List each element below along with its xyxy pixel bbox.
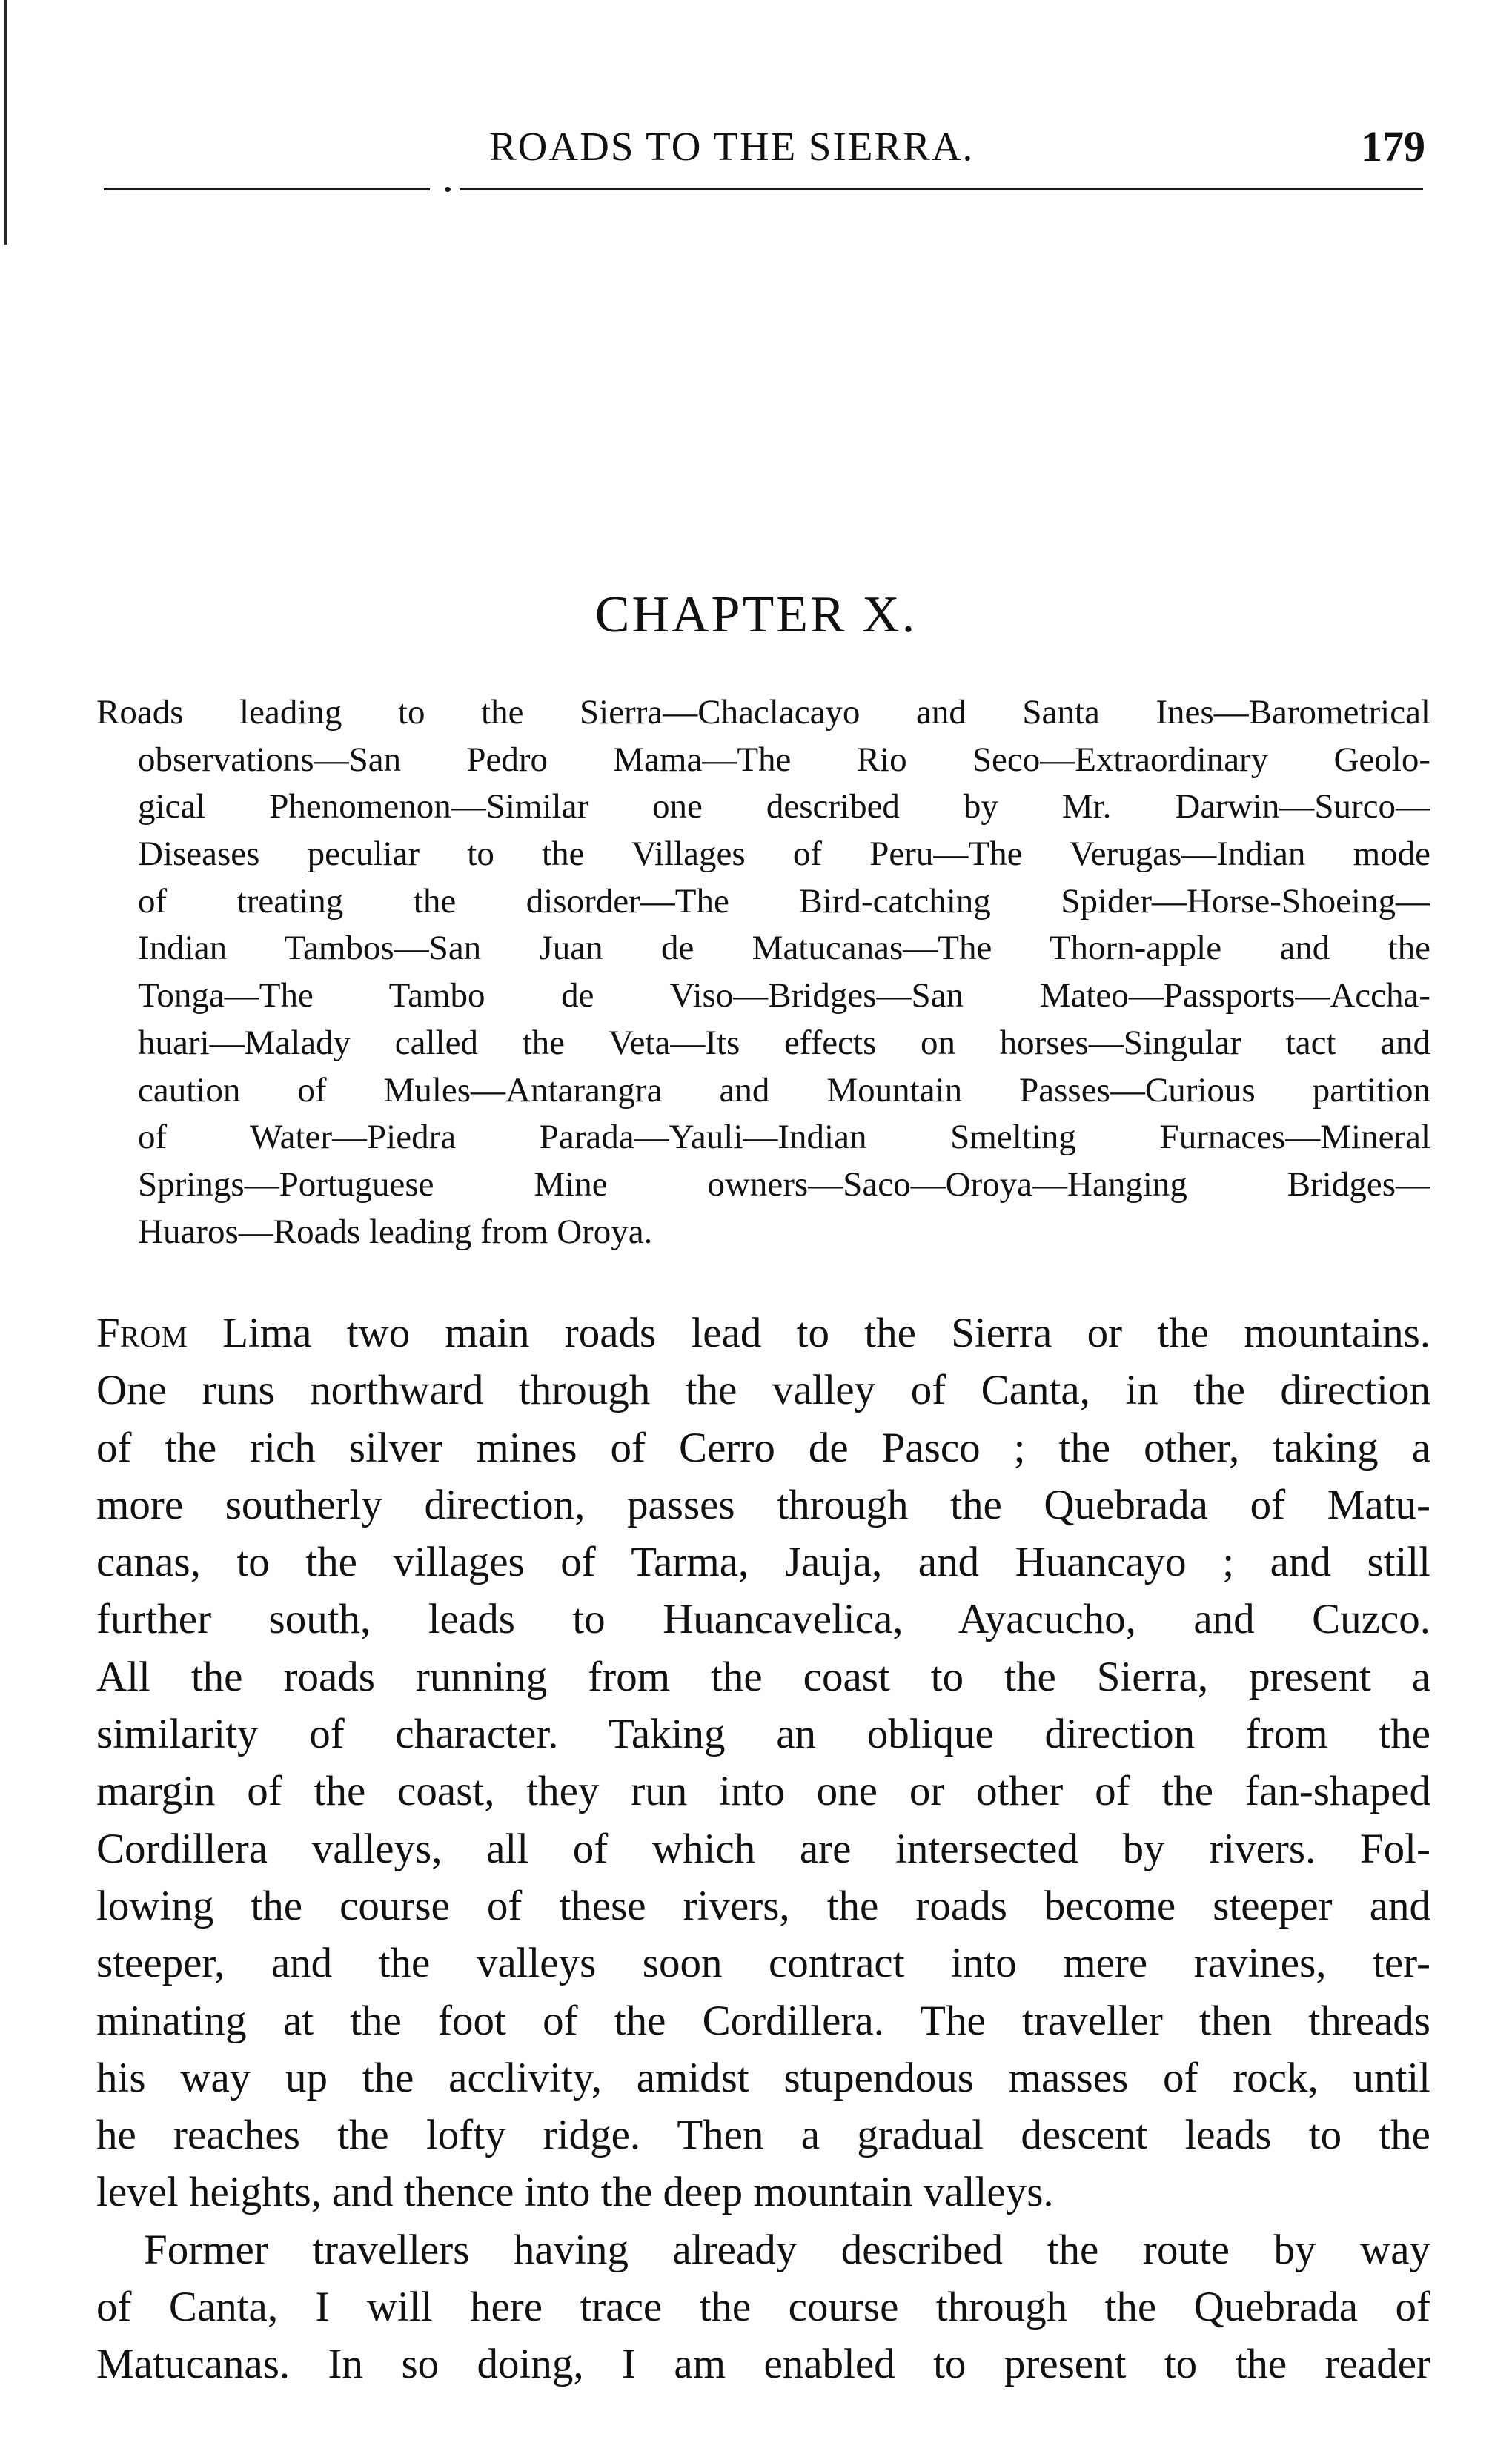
synopsis-line: Tonga—The Tambo de Viso—Bridges—San Mateo—Passports—Accha- [138,976,1430,1015]
body-line: steeper, and the valleys soon contract into mere ravines, ter- [96,1940,1430,1987]
body-line: of Canta, I will here trace the course through the Quebrada of [96,2284,1430,2331]
body-line: Matucanas. In so doing, I am enabled to present to the reader [96,2341,1430,2388]
synopsis-line: huari—Malady called the Veta—Its effects on horses—Singular tact and [138,1023,1430,1062]
header-rule-left-segment [104,188,430,190]
synopsis-line: Huaros—Roads leading from Oroya. [138,1212,653,1251]
body-line: his way up the acclivity, amidst stupendous masses of rock, until [96,2054,1430,2101]
header-rule [104,187,1423,191]
body-line: All the roads running from the coast to the Sierra, present a [96,1653,1430,1700]
body-line: canas, to the villages of Tarma, Jauja, and Huancayo ; and still [96,1539,1430,1586]
body-line: he reaches the lofty ridge. Then a gradual descent leads to the [96,2112,1430,2159]
chapter-heading: CHAPTER X. [594,586,918,643]
body-line: of the rich silver mines of Cerro de Pasco ; the other, taking a [96,1424,1430,1471]
synopsis-line: Springs—Portuguese Mine owners—Saco—Oroya—Hanging Bridges— [138,1164,1430,1204]
body-line: Former travellers having already described the route by way [144,2226,1430,2273]
body-line: further south, leads to Huancavelica, Ayacucho, and Cuzco. [96,1596,1430,1643]
synopsis-line: observations—San Pedro Mama—The Rio Seco—Extraordinary Geolo- [138,740,1430,779]
running-header [0,111,1512,170]
running-title: ROADS TO THE SIERRA. [489,124,975,169]
synopsis-line: of Water—Piedra Parada—Yauli—Indian Smelting Furnaces—Mineral [138,1118,1430,1157]
header-rule-right-segment [460,188,1423,190]
opening-word: From [96,1310,188,1356]
first-line-rest: Lima two main roads lead to the Sierra or the mountains. [187,1310,1430,1356]
synopsis-line: caution of Mules—Antarangra and Mountain Passes—Curious partition [138,1070,1430,1110]
body-line: Cordillera valleys, all of which are intersected by rivers. Fol- [96,1825,1430,1872]
body-line: lowing the course of these rivers, the roads become steeper and [96,1882,1430,1929]
body-text [96,1304,1430,2393]
body-first-line [96,1304,1430,1362]
synopsis-line: of treating the disorder—The Bird-catching Spider—Horse-Shoeing— [138,881,1430,921]
body-line: level heights, and thence into the deep mountain valleys. [96,2169,1054,2216]
page-number: 179 [1361,122,1425,170]
synopsis-line: Roads leading to the Sierra—Chaclacayo and Santa Ines—Barometrical [96,693,1430,732]
body-line: more southerly direction, passes through the Quebrada of Matu- [96,1481,1430,1528]
body-line: minating at the foot of the Cordillera. The traveller then threads [96,1997,1430,2044]
body-line: One runs northward through the valley of Canta, in the direction [96,1367,1430,1414]
synopsis-line: Indian Tambos—San Juan de Matucanas—The Thorn-apple and the [138,929,1430,968]
synopsis-line: Diseases peculiar to the Villages of Peru—The Verugas—Indian mode [138,835,1430,874]
body-line: similarity of character. Taking an oblique direction from the [96,1711,1430,1758]
synopsis-line: gical Phenomenon—Similar one described by Mr. Darwin—Surco— [138,787,1430,826]
chapter-synopsis [96,689,1430,1256]
body-line: margin of the coast, they run into one or other of the fan-shaped [96,1768,1430,1815]
header-rule-dot [445,187,451,192]
